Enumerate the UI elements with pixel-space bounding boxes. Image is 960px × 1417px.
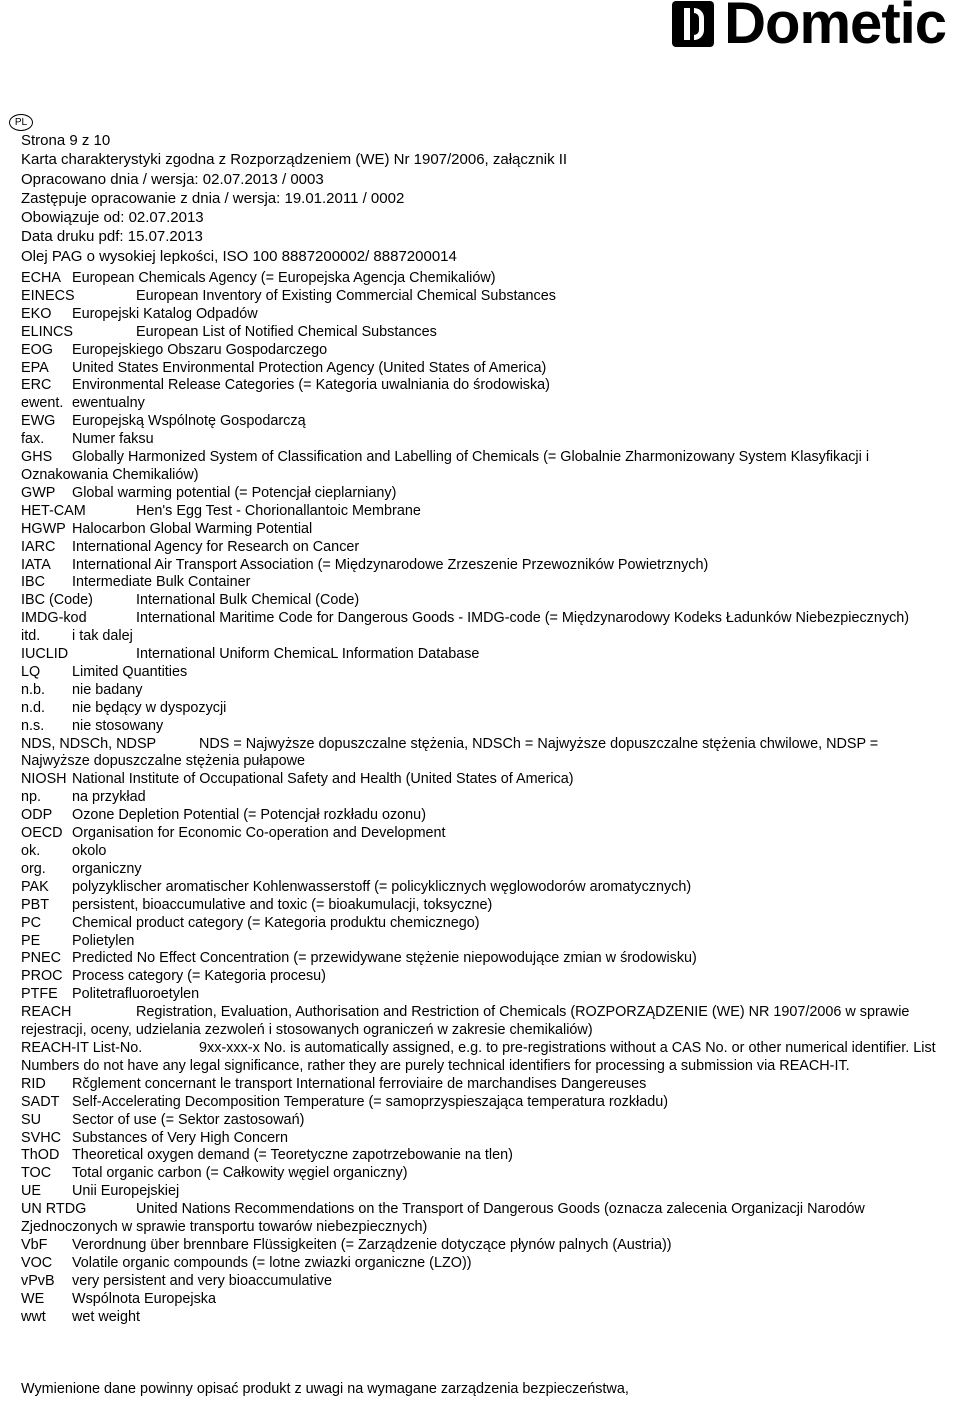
abbreviation-term: SVHC xyxy=(21,1129,61,1146)
abbreviation-definition: polyzyklischer aromatischer Kohlenwasserstoff (= policyklicznych węglowodorów aromatycznych) xyxy=(72,878,692,895)
abbreviation-term: IBC (Code) xyxy=(21,592,93,609)
abbreviation-term: n.d. xyxy=(21,699,46,716)
abbreviation-entry xyxy=(21,288,941,306)
abbreviation-definition: Predicted No Effect Concentration (= przewidywane stężenie niepowodujące zmian w środowisku) xyxy=(72,950,697,967)
abbreviation-entry xyxy=(21,771,941,789)
abbreviation-definition: na przykład xyxy=(72,789,146,806)
abbreviation-definition: International Uniform ChemicaL Information Database xyxy=(136,646,480,663)
abbreviation-term: TOC xyxy=(21,1165,52,1182)
abbreviation-definition: Self-Accelerating Decomposition Temperature (= samoprzyspieszająca temperatura rozkładu) xyxy=(72,1093,669,1110)
abbreviation-definition: Hen's Egg Test - Chorionallantoic Membrane xyxy=(136,502,421,519)
abbreviation-definition: i tak dalej xyxy=(72,628,133,645)
abbreviation-term: PAK xyxy=(21,878,49,895)
abbreviations-list xyxy=(21,270,941,1326)
abbreviation-term: PROC xyxy=(21,968,63,985)
abbreviation-term: ThOD xyxy=(21,1147,60,1164)
abbreviation-definition: International Bulk Chemical (Code) xyxy=(136,592,360,609)
abbreviation-term: NDS, NDSCh, NDSP xyxy=(21,735,157,752)
abbreviation-definition: 9xx-xxx-x No. is automatically assigned, e.g. to pre-registrations without a CAS No. or other numerical identifier. List Numbers do not have any legal significance, rather they are purely technical identifiers for processing a submission via REACH-IT. xyxy=(21,1039,936,1074)
abbreviation-term: PE xyxy=(21,932,41,949)
abbreviation-term: IMDG-kod xyxy=(21,610,87,627)
abbreviation-term: itd. xyxy=(21,628,41,645)
abbreviation-definition: NDS = Najwyższe dopuszczalne stężenia, NDSCh = Najwyższe dopuszczalne stężenia chwilowe, NDSP = Najwyższe dopuszczalne stężenia pułapowe xyxy=(21,735,879,770)
abbreviation-entry xyxy=(21,1004,941,1040)
abbreviation-definition: National Institute of Occupational Safety and Health (United States of America) xyxy=(72,771,574,788)
abbreviation-entry xyxy=(21,1309,941,1327)
document-header xyxy=(21,131,941,266)
abbreviation-entry xyxy=(21,521,941,539)
abbreviation-definition: very persistent and very bioaccumulative xyxy=(72,1272,332,1289)
abbreviation-entry xyxy=(21,1237,941,1255)
abbreviation-entry xyxy=(21,933,941,951)
abbreviation-entry xyxy=(21,395,941,413)
abbreviation-entry xyxy=(21,915,941,933)
abbreviation-entry xyxy=(21,1291,941,1309)
abbreviation-entry xyxy=(21,574,941,592)
abbreviation-definition: Registration, Evaluation, Authorisation and Restriction of Chemicals (ROZPORZĄDZENIE (WE) NR 1907/2006 w sprawie rejestracji, oceny, udzielania zezwoleń i stosowanych ograniczeń w zakresie chemikaliów) xyxy=(21,1004,910,1039)
abbreviation-entry xyxy=(21,1201,941,1237)
print-date: Data druku pdf: 15.07.2013 xyxy=(21,228,203,246)
abbreviation-definition: nie badany xyxy=(72,681,143,698)
abbreviation-term: VbF xyxy=(21,1236,48,1253)
abbreviation-definition: Limited Quantities xyxy=(72,663,188,680)
abbreviation-entry xyxy=(21,377,941,395)
effective-date: Obowiązuje od: 02.07.2013 xyxy=(21,209,204,227)
abbreviation-entry xyxy=(21,1165,941,1183)
abbreviation-definition: ewentualny xyxy=(72,395,145,412)
abbreviation-entry xyxy=(21,557,941,575)
abbreviation-term: EWG xyxy=(21,413,56,430)
abbreviation-term: WE xyxy=(21,1290,45,1307)
abbreviation-term: VOC xyxy=(21,1254,53,1271)
abbreviation-entry xyxy=(21,306,941,324)
abbreviation-entry xyxy=(21,485,941,503)
abbreviation-entry xyxy=(21,1273,941,1291)
abbreviation-term: PTFE xyxy=(21,986,58,1003)
abbreviation-definition: Europejski Katalog Odpadów xyxy=(72,305,258,322)
abbreviation-entry xyxy=(21,1147,941,1165)
abbreviation-term: IARC xyxy=(21,538,56,555)
abbreviation-term: ewent. xyxy=(21,395,64,412)
product-name: Olej PAG o wysokiej lepkości, ISO 100 8887200002/ 8887200014 xyxy=(21,247,457,265)
abbreviation-entry xyxy=(21,1183,941,1201)
abbreviation-term: wwt xyxy=(21,1308,46,1325)
abbreviation-definition: organiczny xyxy=(72,860,142,877)
abbreviation-entry xyxy=(21,700,941,718)
page-number: Strona 9 z 10 xyxy=(21,132,111,149)
abbreviation-definition: Ozone Depletion Potential (= Potencjał rozkładu ozonu) xyxy=(72,807,426,824)
abbreviation-definition: Global warming potential (= Potencjał cieplarniany) xyxy=(72,484,397,501)
abbreviation-entry xyxy=(21,682,941,700)
abbreviation-definition: International Air Transport Association (= Międzynarodowe Zrzeszenie Przewozników Powietrznych) xyxy=(72,556,709,573)
abbreviation-entry xyxy=(21,342,941,360)
abbreviation-definition: European Inventory of Existing Commercial Chemical Substances xyxy=(136,287,556,304)
abbreviation-definition: United States Environmental Protection Agency (United States of America) xyxy=(72,359,547,376)
abbreviation-term: ODP xyxy=(21,807,53,824)
abbreviation-term: fax. xyxy=(21,431,45,448)
revision-date: Opracowano dnia / wersja: 02.07.2013 / 0003 xyxy=(21,170,324,188)
abbreviation-definition: Process category (= Kategoria procesu) xyxy=(72,968,326,985)
abbreviation-definition: Theoretical oxygen demand (= Teoretyczne zapotrzebowanie na tlen) xyxy=(72,1147,513,1164)
abbreviation-term: n.b. xyxy=(21,681,46,698)
abbreviation-term: n.s. xyxy=(21,717,45,734)
replaces-version: Zastępuje opracowanie z dnia / wersja: 19.01.2011 / 0002 xyxy=(21,189,405,207)
abbreviation-definition: Substances of Very High Concern xyxy=(72,1129,288,1146)
abbreviation-definition: European Chemicals Agency (= Europejska Agencja Chemikaliów) xyxy=(72,270,496,286)
abbreviation-term: ECHA xyxy=(21,270,61,286)
abbreviation-term: UN RTDG xyxy=(21,1201,87,1218)
abbreviation-term: vPvB xyxy=(21,1272,55,1289)
abbreviation-term: GHS xyxy=(21,449,53,466)
abbreviation-term: EINECS xyxy=(21,287,75,304)
abbreviation-entry xyxy=(21,718,941,736)
abbreviation-entry xyxy=(21,986,941,1004)
abbreviation-term: SADT xyxy=(21,1093,60,1110)
abbreviation-term: ok. xyxy=(21,843,41,859)
abbreviation-entry xyxy=(21,1130,941,1148)
abbreviation-entry xyxy=(21,431,941,449)
abbreviation-definition: wet weight xyxy=(72,1308,140,1325)
dometic-logo-text: Dometic xyxy=(724,0,946,56)
abbreviation-definition: nie będący w dyspozycji xyxy=(72,699,227,716)
abbreviation-entry xyxy=(21,1094,941,1112)
abbreviation-definition: Intermediate Bulk Container xyxy=(72,574,251,591)
abbreviation-term: HET-CAM xyxy=(21,502,86,519)
abbreviation-term: EKO xyxy=(21,305,52,322)
abbreviation-entry xyxy=(21,539,941,557)
abbreviation-entry xyxy=(21,807,941,825)
abbreviation-entry xyxy=(21,843,941,861)
language-badge: PL xyxy=(9,114,33,131)
abbreviation-entry xyxy=(21,861,941,879)
abbreviation-definition: persistent, bioaccumulative and toxic (= bioakumulacji, toksyczne) xyxy=(72,896,493,913)
abbreviation-definition: European List of Notified Chemical Substances xyxy=(136,323,437,340)
abbreviation-entry xyxy=(21,664,941,682)
abbreviation-term: EOG xyxy=(21,341,53,358)
abbreviation-entry xyxy=(21,646,941,664)
abbreviation-definition: Wspólnota Europejska xyxy=(72,1290,216,1307)
abbreviation-term: IATA xyxy=(21,556,51,573)
abbreviation-definition: Unii Europejskiej xyxy=(72,1183,180,1200)
abbreviation-term: ERC xyxy=(21,377,52,394)
abbreviation-entry xyxy=(21,592,941,610)
abbreviation-term: HGWP xyxy=(21,520,66,537)
abbreviation-definition: okolo xyxy=(72,843,107,859)
abbreviation-entry xyxy=(21,324,941,342)
abbreviation-entry xyxy=(21,413,941,431)
abbreviation-term: org. xyxy=(21,860,46,877)
abbreviation-entry xyxy=(21,968,941,986)
abbreviation-entry xyxy=(21,1076,941,1094)
abbreviation-entry xyxy=(21,825,941,843)
abbreviation-entry xyxy=(21,1255,941,1273)
dometic-logo xyxy=(672,0,946,56)
abbreviation-term: UE xyxy=(21,1183,41,1200)
abbreviation-definition: Europejskiego Obszaru Gospodarczego xyxy=(72,341,328,358)
abbreviation-entry xyxy=(21,1112,941,1130)
abbreviation-entry xyxy=(21,1040,941,1076)
abbreviation-term: REACH xyxy=(21,1004,72,1021)
abbreviation-term: np. xyxy=(21,789,42,806)
abbreviation-entry xyxy=(21,897,941,915)
abbreviation-term: ELINCS xyxy=(21,323,73,340)
abbreviation-definition: Rčglement concernant le transport International ferroviaire de marchandises Dangereuses xyxy=(72,1075,647,1092)
abbreviation-definition: Politetrafluoroetylen xyxy=(72,986,200,1003)
abbreviation-definition: Organisation for Economic Co-operation and Development xyxy=(72,825,446,842)
abbreviation-definition: Globally Harmonized System of Classification and Labelling of Chemicals (= Globalnie Zharmonizowany System Klasyfikacji i Oznakowania Chemikaliów) xyxy=(21,449,870,483)
abbreviation-definition: Verordnung über brennbare Flüssigkeiten (= Zarządzenie dotyczące płynów palnych (Austria)) xyxy=(72,1236,672,1253)
abbreviation-entry xyxy=(21,270,941,288)
abbreviation-definition: Volatile organic compounds (= lotne zwiazki organiczne (LZO)) xyxy=(72,1254,472,1271)
abbreviation-entry xyxy=(21,449,941,485)
abbreviation-term: IUCLID xyxy=(21,646,69,663)
abbreviation-entry xyxy=(21,610,941,628)
abbreviation-entry xyxy=(21,360,941,378)
abbreviation-term: EPA xyxy=(21,359,49,376)
abbreviation-entry xyxy=(21,503,941,521)
abbreviation-entry xyxy=(21,789,941,807)
footer-note: Wymienione dane powinny opisać produkt z uwagi na wymagane zarządzenia bezpieczeństwa, xyxy=(21,1381,629,1397)
abbreviation-term: PNEC xyxy=(21,950,61,967)
abbreviation-definition: Sector of use (= Sektor zastosowań) xyxy=(72,1111,305,1128)
abbreviation-definition: Environmental Release Categories (= Kategoria uwalniania do środowiska) xyxy=(72,377,550,394)
abbreviation-definition: Polietylen xyxy=(72,932,135,949)
abbreviation-term: OECD xyxy=(21,825,63,842)
abbreviation-definition: nie stosowany xyxy=(72,717,164,734)
abbreviation-entry xyxy=(21,879,941,897)
abbreviation-term: REACH-IT List-No. xyxy=(21,1039,143,1056)
abbreviation-definition: Total organic carbon (= Całkowity węgiel organiczny) xyxy=(72,1165,408,1182)
dometic-logo-mark-icon xyxy=(672,1,714,47)
abbreviation-entry xyxy=(21,628,941,646)
abbreviation-entry xyxy=(21,736,941,772)
abbreviation-definition: United Nations Recommendations on the Transport of Dangerous Goods (oznacza zalecenia Organizacji Narodów Zjednoczonych w sprawie transportu towarów niebezpiecznych) xyxy=(21,1201,865,1236)
abbreviation-term: NIOSH xyxy=(21,771,67,788)
document-title: Karta charakterystyki zgodna z Rozporządzeniem (WE) Nr 1907/2006, załącznik II xyxy=(21,151,568,169)
abbreviation-term: PBT xyxy=(21,896,49,913)
abbreviation-definition: International Maritime Code for Dangerous Goods - IMDG-code (= Międzynarodowy Kodeks Ładunków Niebezpiecznych) xyxy=(136,610,910,627)
abbreviation-term: PC xyxy=(21,914,41,931)
abbreviation-definition: International Agency for Research on Cancer xyxy=(72,538,360,555)
abbreviation-definition: Halocarbon Global Warming Potential xyxy=(72,520,313,537)
abbreviation-term: IBC xyxy=(21,574,45,591)
abbreviation-term: GWP xyxy=(21,484,56,501)
abbreviation-definition: Numer faksu xyxy=(72,431,154,448)
abbreviation-term: SU xyxy=(21,1111,41,1128)
abbreviation-term: RID xyxy=(21,1075,46,1092)
abbreviation-definition: Chemical product category (= Kategoria produktu chemicznego) xyxy=(72,914,480,931)
abbreviation-entry xyxy=(21,950,941,968)
abbreviation-definition: Europejską Wspólnotę Gospodarczą xyxy=(72,413,306,430)
abbreviation-term: LQ xyxy=(21,663,41,680)
